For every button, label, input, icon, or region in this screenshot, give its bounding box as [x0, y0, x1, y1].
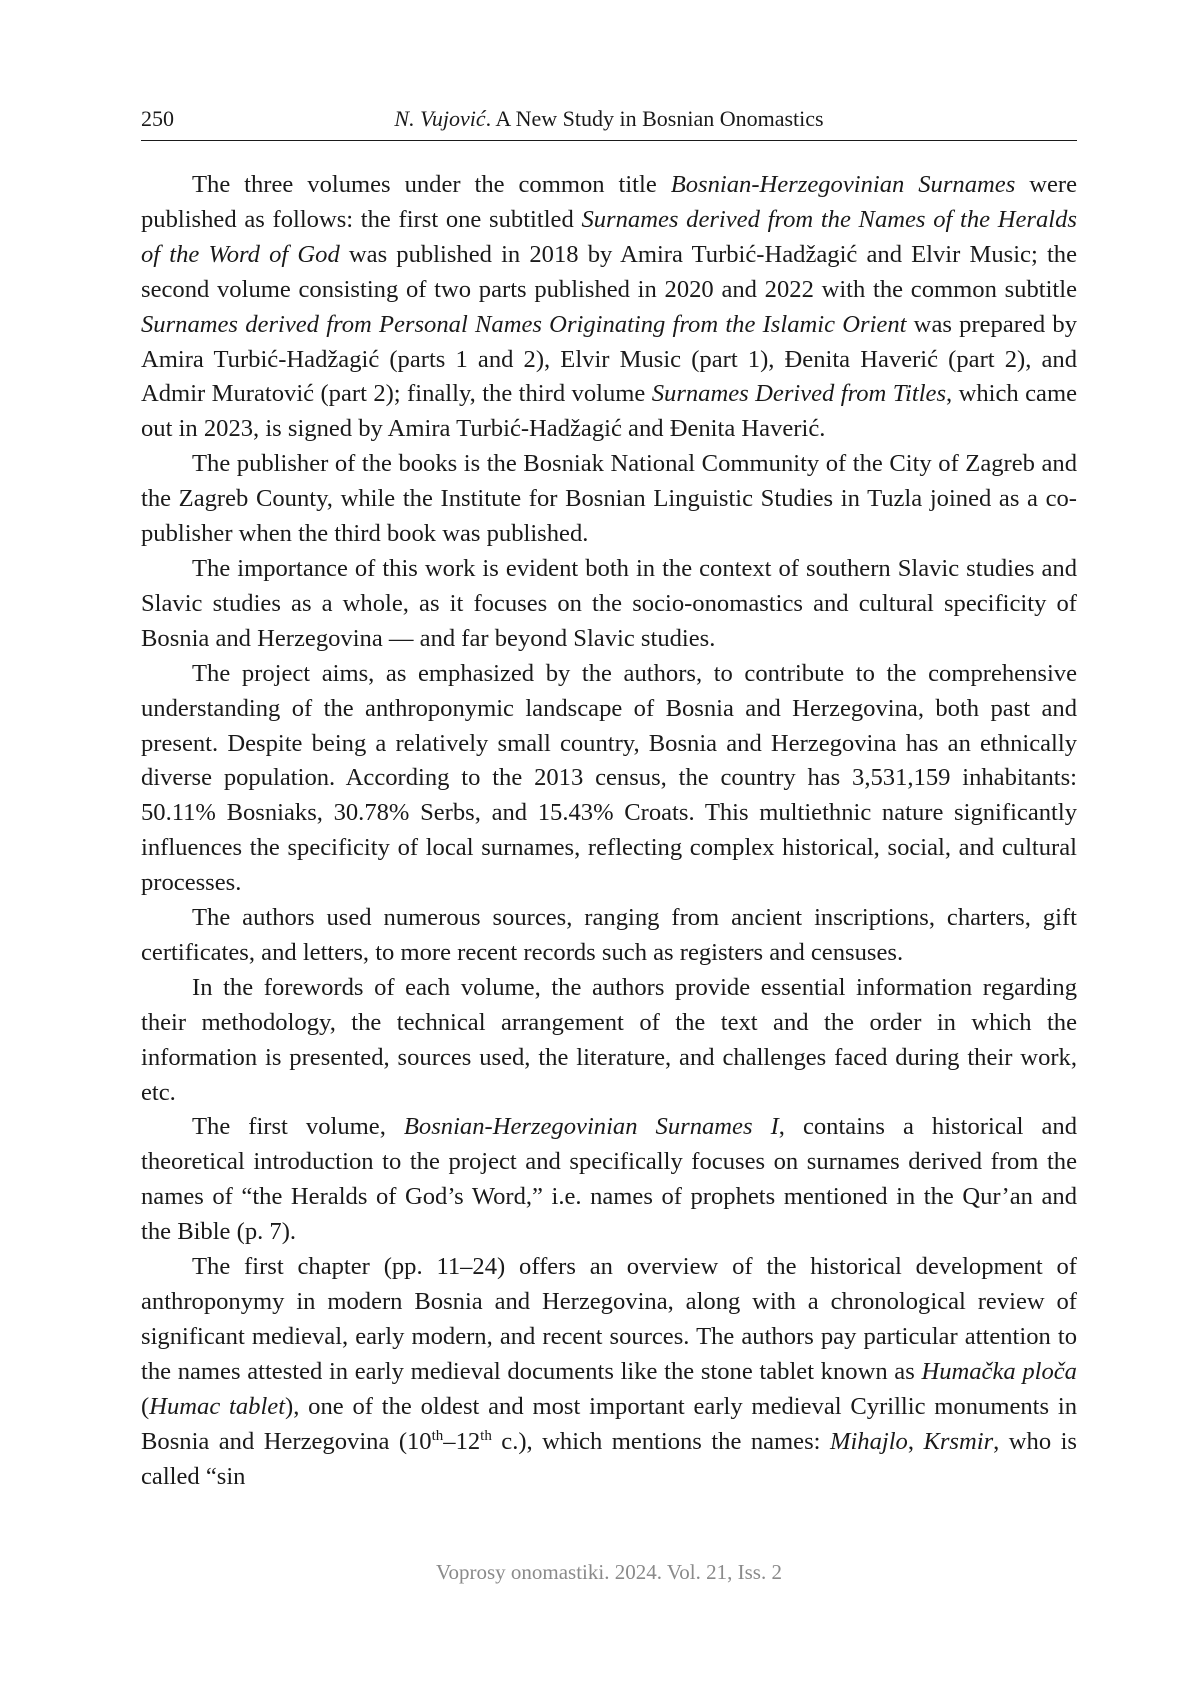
paragraph-4: The project aims, as emphasized by the authors, to contribute to the comprehensive understanding of the anthroponymic landscape of Bosnia and Herzegovina, both past and present. Despite being a relatively small country, Bosnia and Herzegovina has an ethnically diverse population. According to the 2013 census, the country has 3,531,159 inhabitants: 50.11% Bosniaks, 30.78% Serbs, and 15.43% Croats. This multiethnic nature significantly influences the specificity of local surnames, reflecting complex historical, social, and cultural processes.	[141, 659, 1077, 897]
volume-3-title: Surnames Derived from Titles	[651, 380, 947, 408]
paragraph-1: The three volumes under the common title Bosnian-Herzegovinian Surnames were published as follows: the first one subtitled Surnames derived from the Names of the Heralds of the Word of God was published in 2018 by Amira Turbić-Hadžagić and Elvir Music; the second volume consisting of two parts published in 2020 and 2022 with the common subtitle Surnames derived from Personal Names Originating from the Islamic Orient was prepared by Amira Turbić-Hadžagić (parts 1 and 2), Elvir Music (part 1), Đenita Haverić (part 2), and Admir Muratović (part 2); finally, the third volume Surnames Derived from Titles, which came out in 2023, is signed by Amira Turbić-Hadžagić and Đenita Haverić.	[141, 171, 1077, 443]
monument-name: Humačka ploča	[921, 1357, 1077, 1385]
paragraph-3: The importance of this work is evident both in the context of southern Slavic studies and Slavic studies as a whole, as it focuses on the socio-onomastics and cultural specificity of Bosnia and Herzegovina — and far beyond Slavic studies.	[141, 554, 1077, 652]
superscript: th	[480, 1427, 492, 1444]
running-title-author: N. Vujović	[394, 106, 486, 131]
paragraph-8: The first chapter (pp. 11–24) offers an overview of the historical development of anthroponymy in modern Bosnia and Herzegovina, along with a chronological review of significant medieval, early modern, and recent sources. The authors pay particular attention to the names attested in early medieval documents like the stone tablet known as Humačka ploča (Humac tablet), one of the oldest and most important early medieval Cyrillic monuments in Bosnia and Herzegovina (10th–12th c.), which mentions the names: Mihajlo, Krsmir, who is called “sin	[141, 1253, 1077, 1490]
paragraph-5: The authors used numerous sources, ranging from ancient inscriptions, charters, gift certificates, and letters, to more recent records such as registers and censuses.	[141, 904, 1077, 966]
volume-2-subtitle: Surnames derived from Personal Names Originating from the Islamic Orient	[141, 310, 907, 338]
superscript: th	[431, 1427, 444, 1444]
article-body	[141, 168, 1077, 1494]
page-number: 250	[141, 106, 174, 131]
running-title-text: . A New Study in Bosnian Onomastics	[485, 106, 824, 131]
paragraph-6: In the forewords of each volume, the authors provide essential information regarding their methodology, the technical arrangement of the text and the order in which the information is presented, sources used, the literature, and challenges faced during their work, etc.	[141, 973, 1077, 1106]
personal-name: Krsmir	[923, 1427, 994, 1455]
personal-name: Mihajlo	[829, 1427, 908, 1455]
paragraph-2: The publisher of the books is the Bosniak National Community of the City of Zagreb and the Zagreb County, while the Institute for Bosnian Linguistic Studies in Tuzla joined as a co-publisher when the third book was published.	[141, 450, 1077, 548]
running-title	[141, 106, 1077, 132]
volume-1-subtitle: Surnames derived from the Names of the Heralds of the Word of God	[141, 205, 1077, 268]
volume-1-title: Bosnian-Herzegovinian Surnames I	[403, 1113, 779, 1141]
running-header	[141, 104, 1077, 141]
book-title: Bosnian-Herzegovinian Surnames	[670, 171, 1016, 198]
journal-footer: Voprosy onomastiki. 2024. Vol. 21, Iss. 2	[436, 1560, 782, 1584]
paragraph-7: The first volume, Bosnian-Herzegovinian Surnames I, contains a historical and theoretical introduction to the project and specifically focuses on surnames derived from the names of “the Heralds of God’s Word,” i.e. names of prophets mentioned in the Qur’an and the Bible (p. 7).	[141, 1113, 1077, 1246]
monument-name-english: Humac tablet	[149, 1392, 286, 1420]
